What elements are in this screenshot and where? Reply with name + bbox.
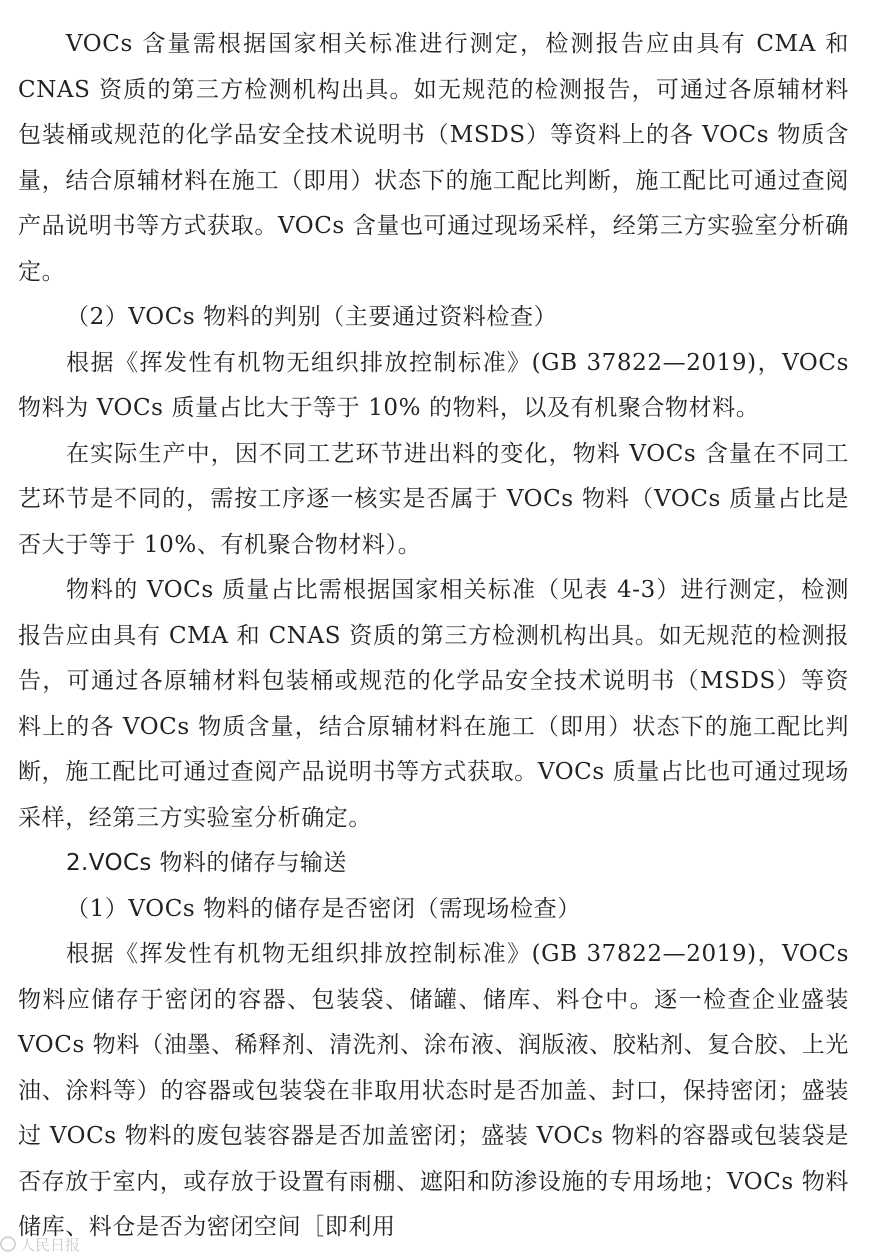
paragraph-standard-definition: 根据《挥发性有机物无组织排放控制标准》(GB 37822—2019)，VOCs 物料为 VOCs 质量占比大于等于 10% 的物料，以及有机聚合物材料。	[18, 349, 849, 421]
subheading-vocs-material-identification: （2）VOCs 物料的判别（主要通过资料检查）	[66, 304, 558, 330]
watermark-text: 人民日报	[20, 1235, 81, 1254]
logo-icon	[0, 1236, 16, 1252]
subheading-storage-sealed: （1）VOCs 物料的储存是否密闭（需现场检查）	[66, 895, 581, 922]
paragraph-vocs-content-testing: VOCs 含量需根据国家相关标准进行测定，检测报告应由具有 CMA 和 CNAS 资质的第三方检测机构出具。如无规范的检测报告，可通过各原辅材料包装桶或规范的化学品安全技术说明书（MSDS）等资料上的各 VOCs 物质含量，结合原辅材料在施工（即用）状态下的施工配比判断，施工配比可通过查阅产品说明书等方式获取。VOCs 含量也可通过现场采样，经第三方实验室分析确定。	[18, 31, 849, 285]
section-heading-storage-transport: 2.VOCs 物料的储存与输送	[66, 850, 347, 876]
paragraph-process-variation: 在实际生产中，因不同工艺环节进出料的变化，物料 VOCs 含量在不同工艺环节是不同的，需按工序逐一核实是否属于 VOCs 物料（VOCs 质量占比是否大于等于 10%、有机聚合物材料）。	[18, 440, 849, 558]
paragraph-vocs-mass-ratio-testing: 物料的 VOCs 质量占比需根据国家相关标准（见表 4-3）进行测定，检测报告应由具有 CMA 和 CNAS 资质的第三方检测机构出具。如无规范的检测报告，可通过各原辅材料包装桶或规范的化学品安全技术说明书（MSDS）等资料上的各 VOCs 物质含量，结合原辅材料在施工（即用）状态下的施工配比判断，施工配比可通过查阅产品说明书等方式获取。VOCs 质量占比也可通过现场采样，经第三方实验室分析确定。	[18, 577, 849, 831]
paragraph-storage-requirements: 根据《挥发性有机物无组织排放控制标准》(GB 37822—2019)，VOCs 物料应储存于密闭的容器、包装袋、储罐、储库、料仓中。逐一检查企业盛装 VOCs 物料（油墨、稀释剂、清洗剂、涂布液、润版液、胶粘剂、复合胶、上光油、涂料等）的容器或包装袋在非取用状态时是否加盖、封口，保持密闭；盛装过 VOCs 物料的废包装容器是否加盖密闭；盛装 VOCs 物料的容器或包装袋是否存放于室内，或存放于设置有雨棚、遮阳和防渗设施的专用场地；VOCs 物料储库、料仓是否为密闭空间［即利用	[18, 941, 849, 1240]
watermark	[0, 1234, 80, 1254]
